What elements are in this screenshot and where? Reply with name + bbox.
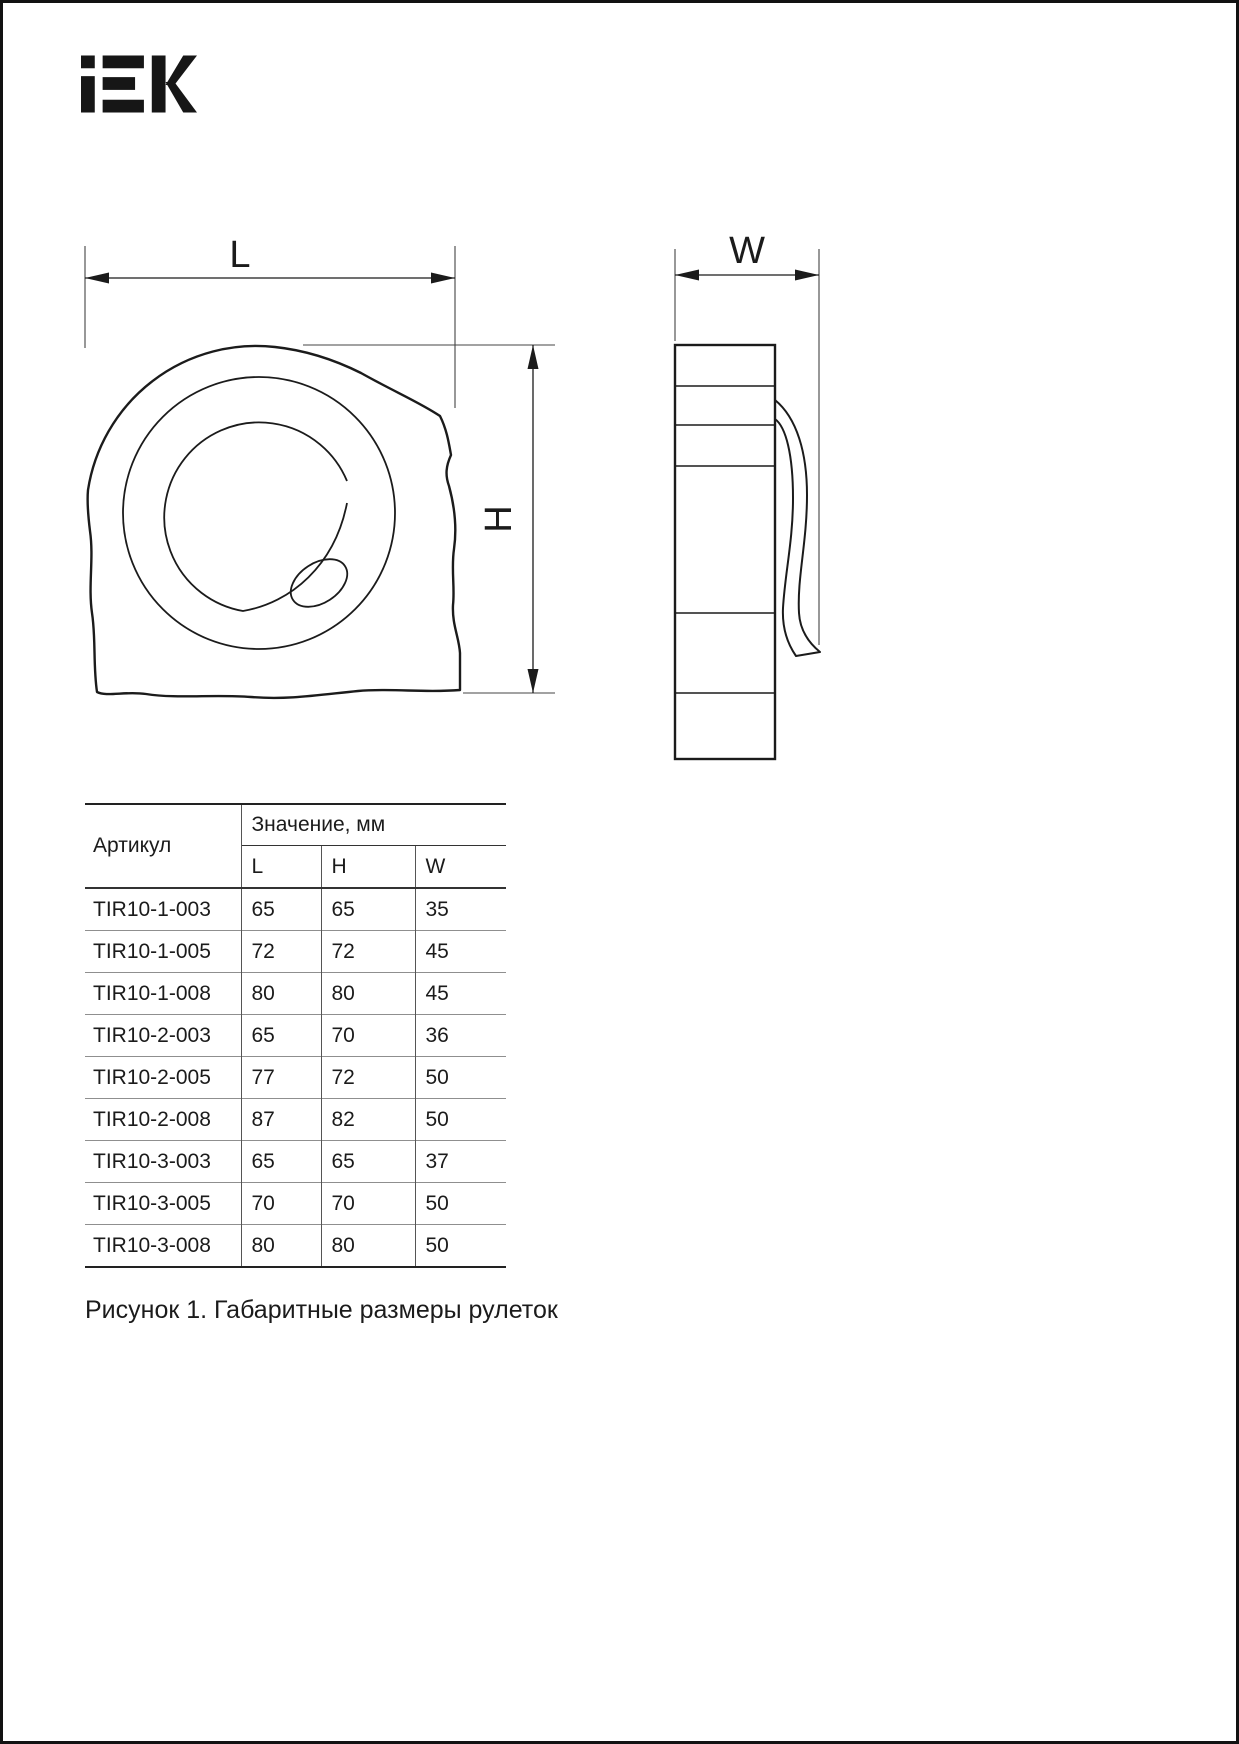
table-row [85, 931, 506, 973]
cell-h: 70 [321, 1183, 415, 1225]
front-body-outline [88, 346, 460, 698]
dimensions-table [85, 803, 506, 1268]
cell-l: 77 [241, 1057, 321, 1099]
column-header-l: L [241, 846, 321, 889]
cell-h: 65 [321, 1141, 415, 1183]
cell-w: 50 [415, 1057, 506, 1099]
side-body-rect [675, 345, 775, 759]
cell-article: TIR10-3-005 [85, 1183, 241, 1225]
cell-article: TIR10-2-008 [85, 1099, 241, 1141]
w-arrow-left [675, 270, 699, 281]
side-view [675, 230, 820, 759]
cell-article: TIR10-2-003 [85, 1015, 241, 1057]
cell-l: 65 [241, 1141, 321, 1183]
cell-h: 72 [321, 1057, 415, 1099]
column-header-article: Артикул [85, 804, 241, 888]
front-view [85, 234, 555, 698]
table-row [85, 1225, 506, 1268]
cell-h: 72 [321, 931, 415, 973]
table-row [85, 888, 506, 931]
dim-label-h: H [478, 505, 520, 533]
dimension-drawing [3, 3, 853, 793]
cell-l: 65 [241, 1015, 321, 1057]
cell-w: 37 [415, 1141, 506, 1183]
cell-article: TIR10-1-005 [85, 931, 241, 973]
cell-w: 50 [415, 1099, 506, 1141]
cell-l: 65 [241, 888, 321, 931]
column-group-header-value-mm: Значение, мм [241, 804, 506, 846]
cell-article: TIR10-3-003 [85, 1141, 241, 1183]
table-row [85, 1015, 506, 1057]
cell-l: 87 [241, 1099, 321, 1141]
cell-article: TIR10-3-008 [85, 1225, 241, 1268]
cell-w: 50 [415, 1225, 506, 1268]
cell-h: 82 [321, 1099, 415, 1141]
cell-h: 70 [321, 1015, 415, 1057]
dim-label-w: W [729, 230, 765, 272]
cell-l: 70 [241, 1183, 321, 1225]
cell-w: 45 [415, 973, 506, 1015]
cell-h: 65 [321, 888, 415, 931]
cell-w: 50 [415, 1183, 506, 1225]
cell-article: TIR10-2-005 [85, 1057, 241, 1099]
h-arrow-top [528, 345, 539, 369]
cell-w: 45 [415, 931, 506, 973]
h-arrow-bottom [528, 669, 539, 693]
column-header-w: W [425, 854, 446, 878]
cell-article: TIR10-1-008 [85, 973, 241, 1015]
cell-h: 80 [321, 1225, 415, 1268]
l-arrow-left [85, 273, 109, 284]
table-row [85, 973, 506, 1015]
table-row [85, 1141, 506, 1183]
cell-w: 35 [425, 897, 449, 921]
cell-l: 72 [241, 931, 321, 973]
belt-clip [775, 400, 820, 656]
figure-caption: Рисунок 1. Габаритные размеры рулеток [85, 1296, 558, 1324]
cell-w: 36 [415, 1015, 506, 1057]
dim-label-l: L [229, 234, 251, 276]
table-row [85, 1057, 506, 1099]
table-row [85, 1099, 506, 1141]
table-row [85, 1183, 506, 1225]
cell-l: 80 [241, 1225, 321, 1268]
cell-h: 80 [321, 973, 415, 1015]
cell-article: TIR10-1-003 [85, 888, 241, 931]
cell-l: 80 [241, 973, 321, 1015]
l-arrow-right [431, 273, 455, 284]
w-arrow-right [795, 270, 819, 281]
column-header-h: H [321, 846, 415, 889]
